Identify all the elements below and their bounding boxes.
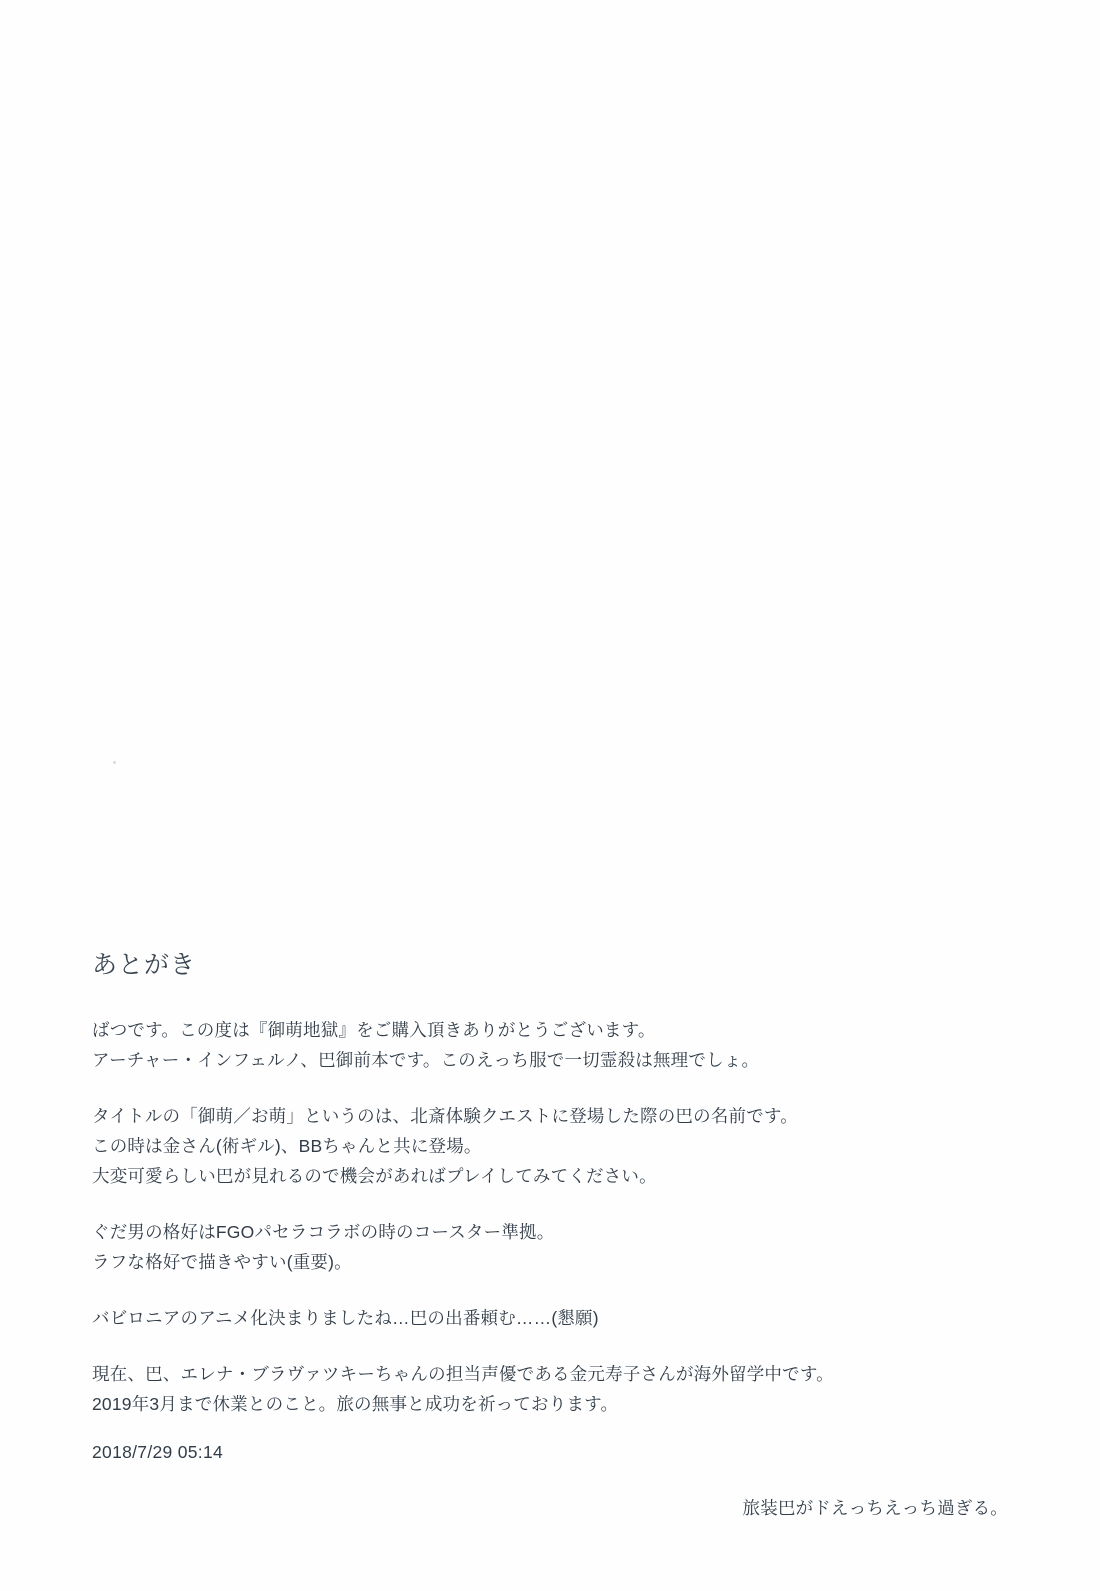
- timestamp: 2018/7/29 05:14: [92, 1442, 224, 1462]
- afterword-line: ばつです。この度は『御萌地獄』をご購入頂きありがとうございます。: [92, 1020, 656, 1040]
- afterword-paragraph: [92, 1101, 1012, 1191]
- afterword-paragraph: [92, 1359, 1012, 1419]
- page-speck: [113, 761, 116, 764]
- afterword-line: 大変可愛らしい巴が見れるので機会があればプレイしてみてください。: [92, 1166, 657, 1186]
- afterword-line: ラフな格好で描きやすい(重要)。: [92, 1252, 352, 1272]
- afterword-line: 現在、巴、エレナ・ブラヴァツキーちゃんの担当声優である金元寿子さんが海外留学中です。: [92, 1364, 834, 1384]
- afterword-line: この時は金さん(術ギル)、BBちゃんと共に登場。: [92, 1136, 482, 1156]
- afterword-heading: あとがき: [92, 951, 197, 979]
- afterword-line: 2019年3月まで休業とのこと。旅の無事と成功を祈っております。: [92, 1394, 619, 1414]
- afterword-line: タイトルの「御萌／お萌」というのは、北斎体験クエストに登場した際の巴の名前です。: [92, 1106, 798, 1126]
- afterword-paragraph: [92, 1015, 1012, 1075]
- afterword-paragraph: [92, 1217, 1012, 1277]
- afterword-line: ぐだ男の格好はFGOパセラコラボの時のコースター準拠。: [92, 1222, 555, 1242]
- afterword-paragraph: [92, 1303, 1012, 1333]
- afterword-line: アーチャー・インフェルノ、巴御前本です。このえっち服で一切霊殺は無理でしょ。: [92, 1050, 760, 1070]
- afterword-line: バビロニアのアニメ化決まりましたね…巴の出番頼む……(懇願): [92, 1308, 599, 1328]
- afterword-section: [92, 945, 1012, 1445]
- footnote: 旅装巴がドえっちえっち過ぎる。: [742, 1498, 1008, 1518]
